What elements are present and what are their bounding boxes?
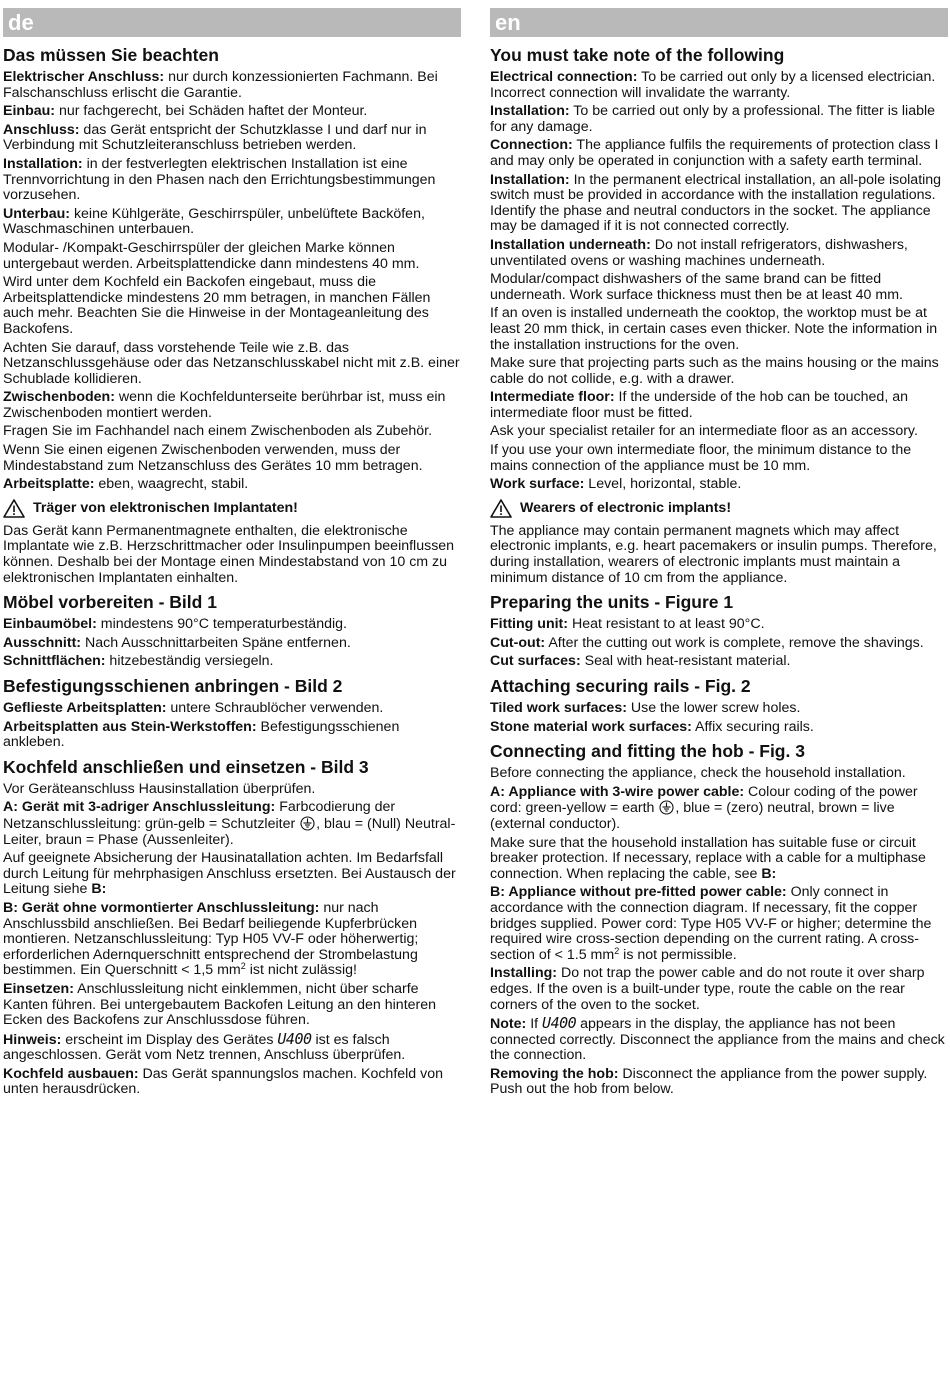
earth-symbol-icon	[659, 800, 674, 815]
paragraph-modular: Modular- /Kompakt-Geschirrspüler der gleichen Marke können untergebaut werden. Arbeitsplattendicke dann mindestens 40 mm.	[3, 239, 420, 272]
paragraph-zwischenboden: Zwischenboden: wenn die Kochfeldunterseite berührbar ist, muss ein Zwischenboden montiert werden.	[3, 389, 446, 421]
display-code: U400	[277, 1029, 312, 1048]
paragraph-parts: Make sure that projecting parts such as the mains housing or the mains cable do not collide, e.g. with a drawer.	[490, 355, 939, 387]
paragraph-schnittflaechen: Schnittflächen: hitzebeständig versiegeln.	[3, 653, 274, 670]
paragraph-installation-pro: Installation: To be carried out only by a professional. The fitter is liable for any damage.	[490, 103, 936, 135]
paragraph-hinweis: Hinweis: erscheint im Display des Gerätes U400 ist es falsch angeschlossen. Gerät vom Netz trennen, Anschluss überprüfen.	[3, 1029, 406, 1064]
paragraph-before: Before connecting the appliance, check the household installation.	[490, 765, 906, 782]
paragraph-tiled: Tiled work surfaces: Use the lower screw holes.	[490, 700, 801, 716]
section-title-furniture: Möbel vorbereiten - Bild 1	[3, 592, 217, 613]
paragraph-einbaumoebel: Einbaumöbel: mindestens 90°C temperaturbeständig.	[3, 616, 347, 633]
section-title-observe: Das müssen Sie beachten	[3, 45, 219, 65]
paragraph-ausschnitt: Ausschnitt: Nach Ausschnittarbeiten Späne entfernen.	[3, 634, 351, 651]
section-title-observe: You must take note of the following	[490, 45, 785, 65]
paragraph-installation: Installation: in der festverlegten elektrischen Installation ist eine Trennvorrichtung in den Phasen nach den Errichtungsbestimmungen vorzusehen.	[3, 155, 436, 204]
display-code: U400	[542, 1014, 577, 1033]
section-title-units: Preparing the units - Figure 1	[490, 592, 734, 613]
paragraph-electrical: Electrical connection: To be carried out only by a licensed electrician. Incorrect connection will invalidate the warranty.	[490, 69, 936, 101]
paragraph-underneath: Installation underneath: Do not install refrigerators, dishwashers, unventilated ovens or washing machines underneath.	[490, 236, 908, 269]
paragraph-magnet: Das Gerät kann Permanentmagnete enthalten, die elektronische Implantate wie z.B. Herzschrittmacher oder Insulinpumpen beeinflussen können. Deshalb bei der Montage einen Mindestabstand von 10 cm zu elektronischen Implantaten einhalten.	[3, 522, 455, 586]
german-column	[3, 8, 461, 1101]
paragraph-fitting-unit: Fitting unit: Heat resistant to at least 90°C.	[490, 616, 765, 633]
paragraph-installation-switch: Installation: In the permanent electrical installation, an all-pole isolating switch must be provided in accordance with the installation regulations. Identify the phase and neutral conductors in the socket. The appliance may be damaged if it is not connected correctly.	[490, 171, 942, 235]
paragraph-ask: Ask your specialist retailer for an intermediate floor as an accessory.	[490, 423, 918, 440]
paragraph-a-cable: A: Appliance with 3-wire power cable: Colour coding of the power cord: green-yellow = earth , blue = (zero) neutral, brown = live (external conductor).	[490, 783, 918, 832]
paragraph-cut-out: Cut-out: After the cutting out work is complete, remove the shavings.	[490, 634, 924, 651]
paragraph-work-surface: Work surface: Level, horizontal, stable.	[490, 476, 742, 493]
paragraph-fragen: Fragen Sie im Fachhandel nach einem Zwischenboden als Zubehör.	[3, 423, 433, 440]
paragraph-einbau: Einbau: nur fachgerecht, bei Schäden haftet der Monteur.	[3, 103, 368, 120]
implant-warning: Wearers of electronic implants!	[490, 499, 948, 518]
warning-triangle-icon	[3, 499, 25, 518]
section-title-rails: Attaching securing rails - Fig. 2	[490, 676, 751, 696]
paragraph-unterbau: Unterbau: keine Kühlgeräte, Geschirrspüler, unbelüftete Backöfen, Waschmaschinen unterbauen.	[3, 205, 425, 238]
paragraph-b-cable: B: Appliance without pre-fitted power cable: Only connect in accordance with the connection diagram. If necessary, fit the copper bridges supplied. Power cord: Type H05 VV-F or higher; determine the required wire cross-section depending on the current rating. A cross-section of < 1.5 $mm^2$ is not permissible.	[490, 884, 932, 963]
section-title-rails: Befestigungsschienen anbringen - Bild 2	[3, 676, 343, 696]
language-header-en: en	[490, 8, 948, 37]
paragraph-arbeitsplatte: Arbeitsplatte: eben, waagrecht, stabil.	[3, 476, 249, 493]
implant-warning: Träger von elektronischen Implantaten!	[3, 499, 461, 518]
paragraph-anschluss: Anschluss: das Gerät entspricht der Schutzklasse I und darf nur in Verbindung mit Schutzleiteranschluss betrieben werden.	[3, 121, 427, 154]
paragraph-eigen: Wenn Sie einen eigenen Zwischenboden verwenden, muss der Mindestabstand zum Netzanschluss des Gerätes 10 mm betragen.	[3, 442, 423, 474]
paragraph-stone: Stone material work surfaces: Affix securing rails.	[490, 718, 814, 735]
paragraph-note: Note: If U400 appears in the display, the appliance has not been connected correctly. Disconnect the appliance from the mains and check the connection.	[490, 1014, 945, 1064]
paragraph-own: If you use your own intermediate floor, the minimum distance to the mains connection of the appliance must be 10 mm.	[490, 442, 912, 474]
paragraph-absicherung: Auf geeignete Absicherung der Hausinatallation achten. Im Bedarfsfall durch Leitung für mehrphasigen Anschluss ersetzten. Bei Austausch der Leitung siehe B:	[3, 850, 456, 898]
paragraph-geflieste: Geflieste Arbeitsplatten: untere Schraublöcher verwenden.	[3, 700, 384, 716]
paragraph-installing: Installing: Do not trap the power cable and do not route it over sharp edges. If the oven is a built-under type, route the cable on the rear corners of the oven to the socket.	[490, 965, 925, 1013]
paragraph-modular: Modular/compact dishwashers of the same brand can be fitted underneath. Work surface thickness must then be at least 40 mm.	[490, 271, 903, 303]
earth-symbol-icon	[300, 816, 315, 831]
section-title-connect: Kochfeld anschließen und einsetzen - Bild 3	[3, 756, 369, 777]
paragraph-intermediate: Intermediate floor: If the underside of the hob can be touched, an intermediate floor must be fitted.	[490, 389, 908, 421]
paragraph-parts: Achten Sie darauf, dass vorstehende Teile wie z.B. das Netzanschlussgehäuse oder das Netzanschlusskabel nicht mit z.B. einer Schublade kollidieren.	[3, 339, 460, 387]
paragraph-connection: Connection: The appliance fulfils the requirements of protection class I and may only be operated in conjunction with a safety earth terminal.	[490, 137, 939, 169]
english-column	[490, 8, 948, 1101]
paragraph-cut-surfaces: Cut surfaces: Seal with heat-resistant material.	[490, 653, 791, 670]
paragraph-einsetzen: Einsetzen: Anschlussleitung nicht einklemmen, nicht über scharfe Kanten führen. Bei untergebautem Backofen Leitung an den hinteren Ecken des Backofens zur Anschlussdose führen.	[3, 980, 437, 1029]
paragraph-oven: If an oven is installed underneath the cooktop, the worktop must be at least 20 mm thick, in certain cases even thicker. Note the information in the installation instructions for the oven.	[490, 305, 938, 353]
paragraph-stein: Arbeitsplatten aus Stein-Werkstoffen: Befestigungsschienen ankleben.	[3, 718, 400, 751]
paragraph-electrical: Elektrischer Anschluss: nur durch konzessionierten Fachmann. Bei Falschanschluss erlischt die Garantie.	[3, 69, 438, 101]
paragraph-vor: Vor Geräteanschluss Hausinstallation überprüfen.	[3, 780, 316, 797]
language-header-de: de	[3, 8, 461, 37]
warning-triangle-icon	[490, 499, 512, 518]
paragraph-ausbauen: Kochfeld ausbauen: Das Gerät spannungslos machen. Kochfeld von unten herausdrücken.	[3, 1065, 444, 1098]
paragraph-oven: Wird unter dem Kochfeld ein Backofen eingebaut, muss die Arbeitsplattendicke mindestens 20 mm betragen, in manchen Fällen auch mehr. Beachten Sie die Hinweise in der Montageanleitung des Backofens.	[3, 274, 431, 337]
paragraph-a-cable: A: Gerät mit 3-adriger Anschlussleitung: Farbcodierung der Netzanschlussleitung: grün-gelb = Schutzleiter , blau = (Null) Neutral-Leiter, braun = Phase (Aussenleiter).	[3, 799, 456, 848]
paragraph-b-cable: B: Gerät ohne vormontierter Anschlussleitung: nur nach Anschlussbild anschließen. Bei Bedarf beiliegende Kupferbrücken montieren. Netzanschlussleitung: Typ H05 VV-F oder höherwertig; erforderlichen Adernquerschnitt entsprechend der Strombelastung bestimmen. Ein Querschnitt < 1,5 $mm^2$ ist nicht zulässig!	[3, 899, 419, 979]
paragraph-removing: Removing the hob: Disconnect the appliance from the power supply. Push out the hob from below.	[490, 1065, 928, 1098]
paragraph-magnet: The appliance may contain permanent magnets which may affect electronic implants, e.g. heart pacemakers or insulin pumps. Therefore, during installation, wearers of electronic implants must maintain a minimum distance of 10 cm from the appliance.	[490, 522, 937, 586]
paragraph-fuse: Make sure that the household installation has suitable fuse or circuit breaker protection. If necessary, replace with a cable for a multiphase connection. When replacing the cable, see B:	[490, 834, 926, 882]
section-title-connect: Connecting and fitting the hob - Fig. 3	[490, 741, 805, 762]
